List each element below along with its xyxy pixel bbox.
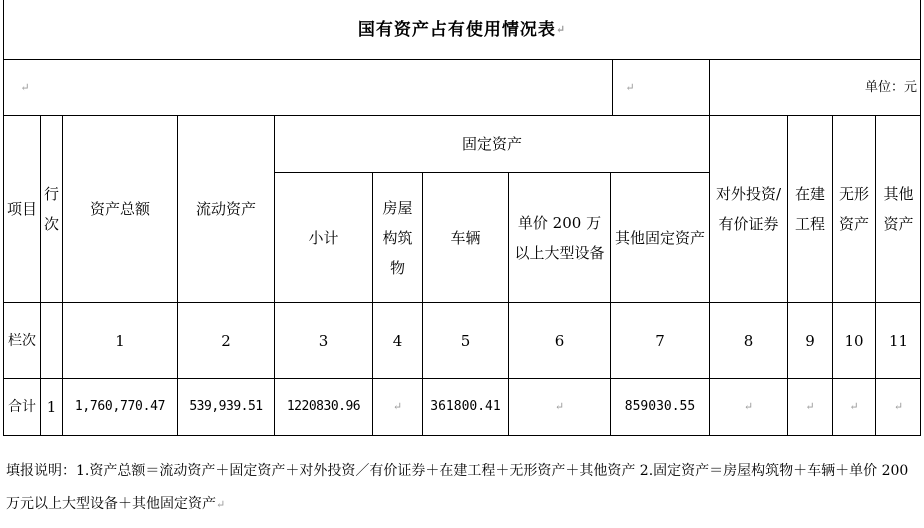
column-number-text: 10 [844,331,864,350]
para-mark: ↵ [743,400,754,413]
column-number-text: 1 [115,331,125,350]
vehicles-value-text: 361800.41 [430,399,501,414]
column-number [423,303,508,378]
column-number [63,303,177,378]
current-assets-value [178,379,274,435]
total-row-label [4,379,40,435]
header-item-text: 项目 [6,200,37,218]
header-investments [710,116,787,302]
total-row-no [41,379,62,435]
para-mark: ↵ [849,400,859,413]
header-construction [788,116,832,302]
column-number [509,303,610,378]
header-other-assets [876,116,921,302]
page-title [3,0,921,60]
header-total-assets [63,116,177,302]
unit-row-mid-mark [615,60,645,116]
header-vehicles-text: 车辆 [450,228,481,247]
other-fixed-value-text: 859030.55 [624,399,696,414]
header-other-fixed-text: 其他固定资产 [614,228,705,247]
header-buildings-text: 房屋构筑物 [382,198,413,277]
header-intangible [833,116,875,302]
header-fixed-assets [275,116,709,172]
column-number [611,303,709,378]
column-row-label [4,303,40,378]
construction-value [788,379,832,435]
unit-row-left-mark [10,60,40,116]
header-item [4,116,40,302]
other-assets-value [876,379,921,435]
column-number-text: 5 [460,331,471,350]
total-row-label-text: 合计 [8,399,36,415]
column-number-text: 3 [318,331,329,350]
column-number-text: 7 [655,331,665,350]
unit-label-text: 单位：元 [864,80,917,95]
header-buildings [373,173,422,302]
header-construction-text: 在建工程 [794,185,825,233]
column-number-text: 2 [221,331,231,350]
buildings-value [373,379,422,435]
column-number [373,303,422,378]
column-number-text: 9 [805,331,815,350]
investments-value [710,379,787,435]
unit-label [710,60,920,116]
total-assets-value [63,379,177,435]
column-number [788,303,832,378]
header-fixed-assets-text: 固定资产 [461,135,522,153]
header-row-no-text: 行次 [43,185,59,233]
header-subtotal-text: 小计 [308,228,339,247]
header-other-fixed [611,173,709,302]
column-number-text: 6 [554,331,565,350]
para-mark: ↵ [893,400,904,413]
column-row-label-text: 栏次 [8,332,36,349]
other-fixed-value [611,379,709,435]
header-total-assets-text: 资产总额 [89,200,150,218]
header-current-assets-text: 流动资产 [195,200,256,218]
para-mark: ↵ [555,23,567,36]
para-mark: ↵ [805,400,815,413]
intangible-value [833,379,875,435]
fill-instructions [6,455,918,521]
total-assets-value-text: 1,760,770.47 [74,399,166,414]
subtotal-value-text: 1220830.96 [286,399,361,414]
column-number [178,303,274,378]
vehicles-value [423,379,508,435]
para-mark: ↵ [625,81,635,94]
column-number [833,303,875,378]
header-investments-text: 对外投资/有价证券 [715,185,782,233]
header-other-assets-text: 其他资产 [883,185,914,233]
column-number [876,303,921,378]
header-large-equipment [509,173,610,302]
large-equipment-value [509,379,610,435]
total-row-no-text: 1 [46,398,57,416]
column-number [710,303,787,378]
header-subtotal [275,173,372,302]
para-mark: ↵ [20,81,30,94]
header-intangible-text: 无形资产 [838,185,869,233]
para-mark: ↵ [392,400,403,413]
unit-row-divider-1 [612,59,613,116]
header-current-assets [178,116,274,302]
column-number-text: 11 [888,331,909,350]
fill-instructions-text: 填报说明：1.资产总额＝流动资产＋固定资产＋对外投资／有价证券＋在建工程＋无形资产＋其他资产 2.固定资产＝房屋构筑物＋车辆＋单价 200 万元以上大型设备＋其他固定资产 [6,463,909,512]
header-row-no [41,116,62,302]
column-number-text: 4 [392,331,403,350]
current-assets-value-text: 539,939.51 [189,399,263,414]
para-mark: ↵ [216,498,226,511]
subtotal-value [275,379,372,435]
column-number-text: 8 [743,331,754,350]
page-title-text: 国有资产占有使用情况表 [357,20,556,40]
header-large-equipment-text: 单价 200 万以上大型设备 [514,213,605,262]
para-mark: ↵ [554,400,565,413]
header-vehicles [423,173,508,302]
column-number [275,303,372,378]
